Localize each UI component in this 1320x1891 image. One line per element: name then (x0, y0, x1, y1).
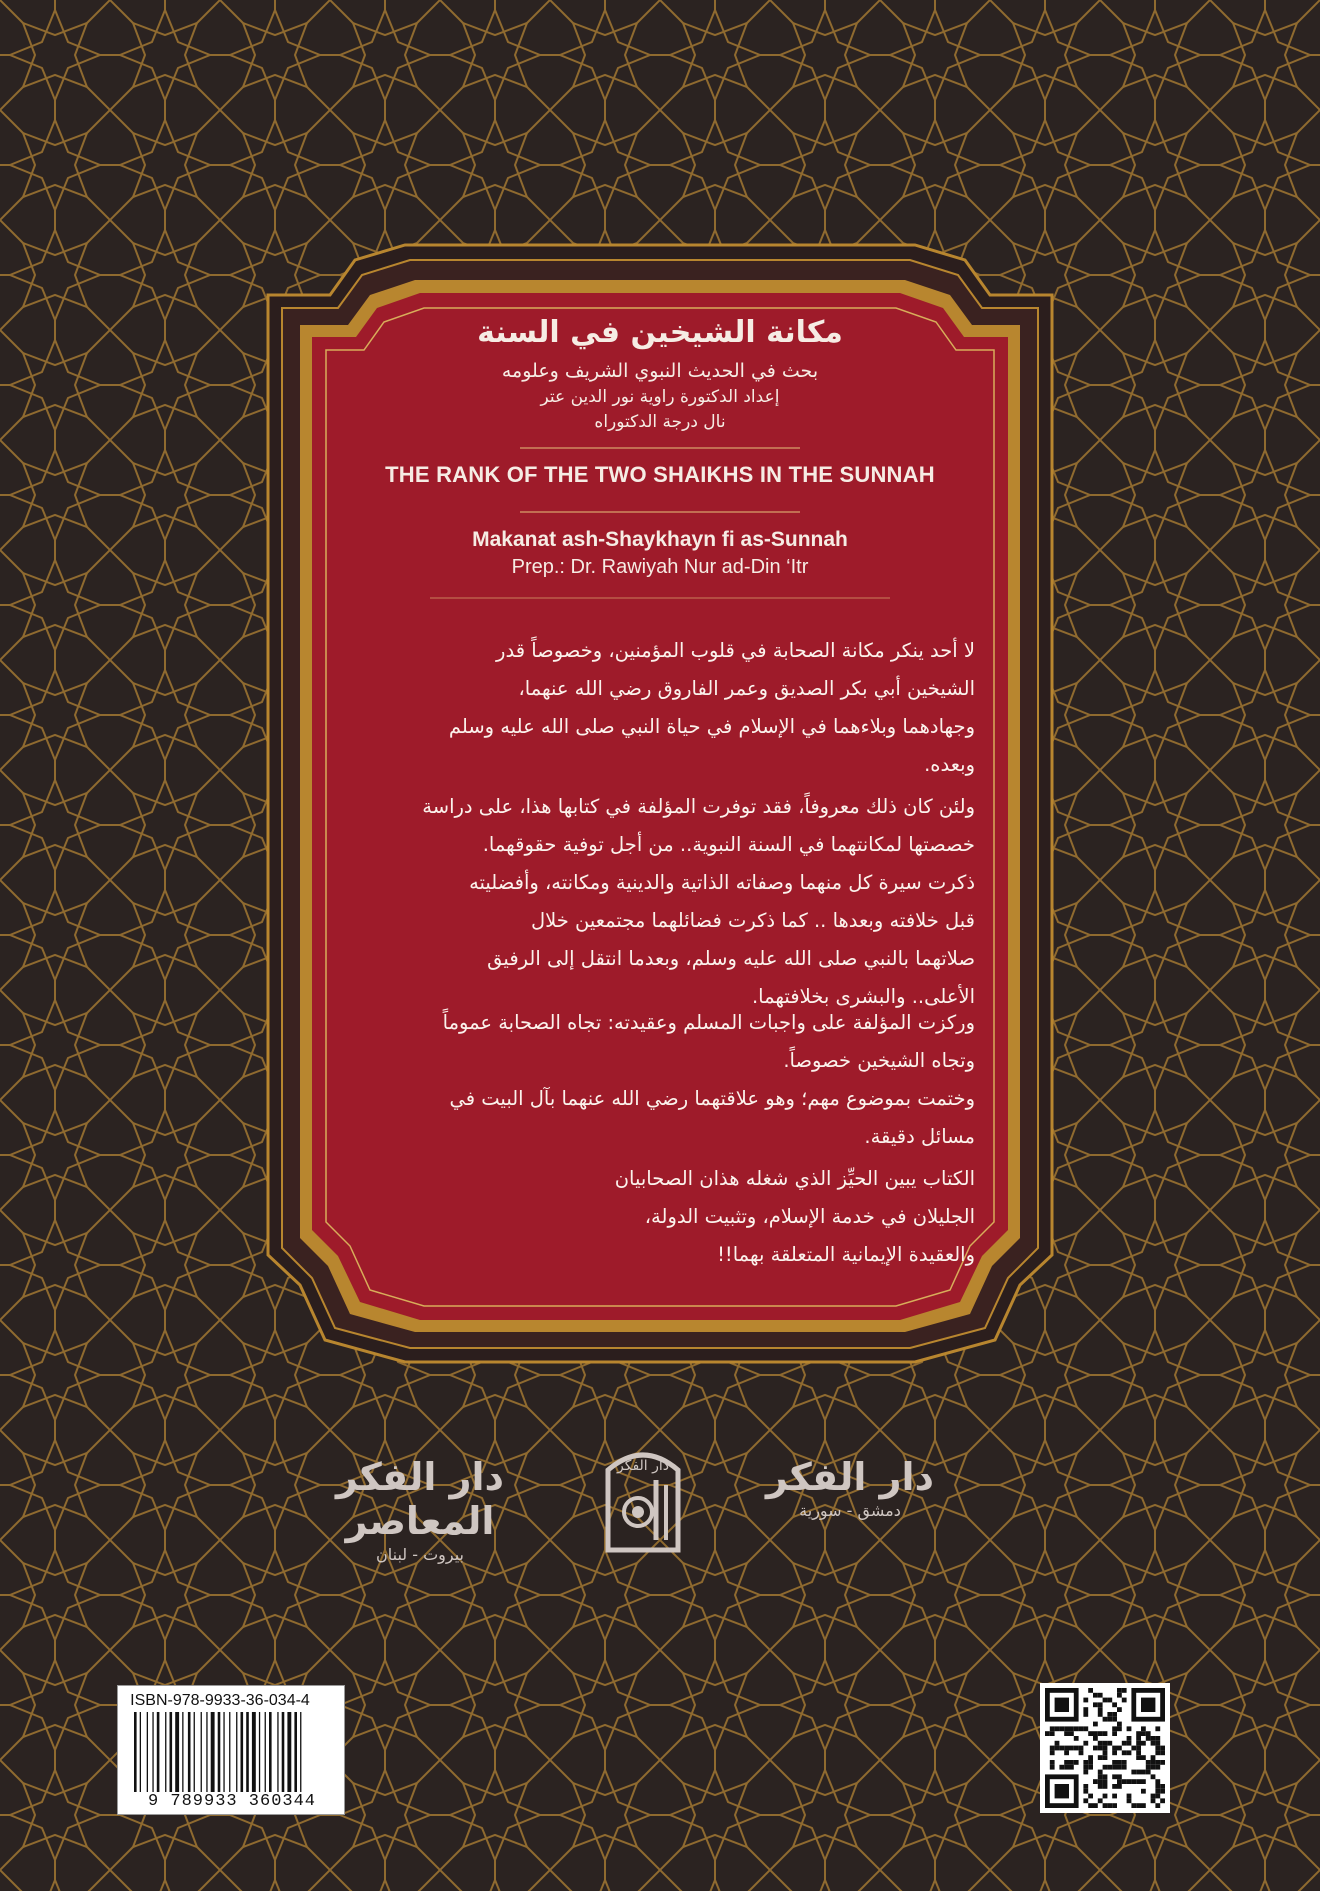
blurb-line: وركزت المؤلفة على واجبات المسلم وعقيدته: تجاه الصحابة عموماً (442, 1011, 975, 1034)
blurb-line: وبعده. (924, 753, 975, 776)
publisher-name-beirut: دار الفكر المعاصر (335, 1455, 504, 1543)
blurb-paragraph-4 (365, 1160, 975, 1274)
isbn-label: ISBN-978-9933-36-034-4 (130, 1692, 310, 1709)
publisher-city-damascus: دمشق - سورية (799, 1501, 901, 1520)
publisher-emblem-icon (578, 1440, 708, 1560)
blurb-line: وجهادهما وبلاءهما في الإسلام في حياة النبي صلى الله عليه وسلم (448, 715, 975, 738)
blurb-paragraph-1 (365, 632, 975, 784)
arabic-title: مكانة الشيخين في السنة (477, 315, 843, 350)
blurb-line: الشيخين أبي بكر الصديق وعمر الفاروق رضي الله عنهما، (518, 677, 975, 700)
blurb-line: ولئن كان ذلك معروفاً، فقد توفرت المؤلفة في كتابها هذا، على دراسة (422, 795, 975, 818)
blurb-line: وختمت بموضوع مهم؛ وهو علاقتهما رضي الله عنهما بآل البيت في (449, 1087, 975, 1110)
barcode-icon (132, 1712, 327, 1792)
blurb-paragraph-3 (365, 1004, 975, 1156)
publisher-city-beirut: بيروت - لبنان (376, 1545, 464, 1564)
blurb-line: خصصتها لمكانتهما في السنة النبوية.. من أجل توفية حقوقهما. (482, 833, 975, 856)
blurb-line: ذكرت سيرة كل منهما وصفاته الذاتية والدينية ومكانته، وأفضليته (469, 871, 975, 894)
blurb-line: لا أحد ينكر مكانة الصحابة في قلوب المؤمنين، وخصوصاً قدر (496, 639, 975, 662)
publisher-name-damascus: دار الفكر (765, 1455, 934, 1499)
emblem-text: دار الفكر (616, 1458, 670, 1474)
blurb-line: الكتاب يبين الحيِّز الذي شغله هذان الصحابيان (614, 1167, 975, 1190)
blurb-line: والعقيدة الإيمانية المتعلقة بهما!! (717, 1243, 975, 1266)
blurb-line: قبل خلافته وبعدها .. كما ذكرت فضائلهما مجتمعين خلال (530, 909, 975, 932)
blurb-paragraph-2 (365, 788, 975, 1016)
blurb-line: وتجاه الشيخين خصوصاً. (783, 1049, 975, 1072)
arabic-subtitle-2: إعداد الدكتورة راوية نور الدين عتر (540, 387, 780, 407)
blurb-line: الجليلان في خدمة الإسلام، وتثبيت الدولة، (644, 1205, 975, 1228)
publisher-logo-damascus (725, 1455, 975, 1520)
arabic-subtitle-1: بحث في الحديث النبوي الشريف وعلومه (501, 360, 819, 382)
isbn-digits: 9 789933 360344 (147, 1792, 317, 1811)
blurb-line: الأعلى.. والبشرى بخلافتهما. (751, 985, 975, 1008)
qr-code-icon (1040, 1683, 1170, 1813)
blurb-line: صلاتهما بالنبي صلى الله عليه وسلم، وبعدما انتقل إلى الرفيق (487, 947, 975, 970)
transliterated-title: Makanat ash-Shaykhayn fi as-Sunnah (472, 528, 848, 551)
blurb-line: مسائل دقيقة. (864, 1125, 975, 1148)
english-title: THE RANK OF THE TWO SHAIKHS IN THE SUNNAH (385, 462, 935, 487)
publisher-logo-beirut (285, 1455, 555, 1564)
arabic-subtitle-3: نال درجة الدكتوراه (594, 412, 726, 432)
preparer-credit: Prep.: Dr. Rawiyah Nur ad-Din ‘Itr (511, 556, 809, 578)
